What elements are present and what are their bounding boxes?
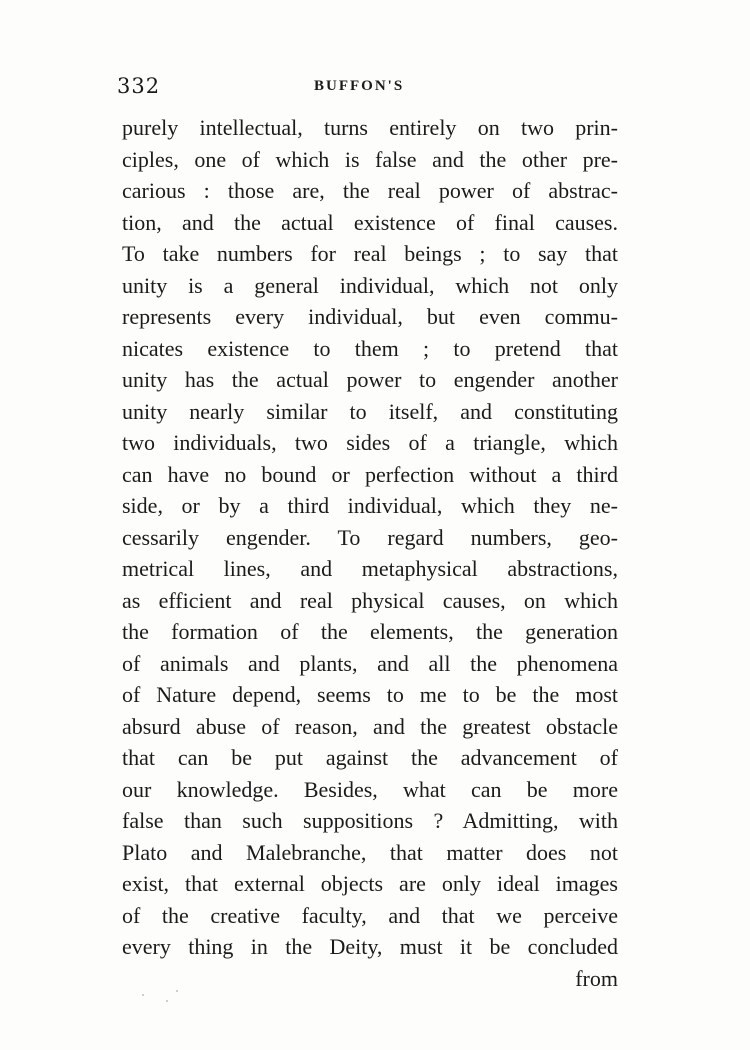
page-number: 332 bbox=[117, 74, 161, 98]
text-line: side, or by a third individual, which they ne- bbox=[122, 493, 618, 518]
text-line: ciples, one of which is false and the other pre- bbox=[122, 146, 618, 172]
speck bbox=[142, 994, 144, 996]
text-line: unity nearly similar to itself, and constituting bbox=[122, 398, 618, 424]
text-line: the formation of the elements, the generation bbox=[122, 619, 618, 644]
text-line: absurd abuse of reason, and the greatest obstacle bbox=[122, 713, 618, 739]
text-line: as efficient and real physical causes, on which bbox=[122, 587, 618, 613]
text-line: unity is a general individual, which not only bbox=[122, 272, 618, 298]
text-line: carious : those are, the real power of abstrac- bbox=[122, 178, 618, 203]
text-line: of animals and plants, and all the phenomena bbox=[122, 650, 618, 676]
text-line: can have no bound or perfection without a third bbox=[122, 461, 618, 487]
text-line: metrical lines, and metaphysical abstractions, bbox=[122, 556, 618, 581]
text-line: Plato and Malebranche, that matter does not bbox=[122, 839, 618, 865]
text-line: unity has the actual power to engender another bbox=[122, 367, 618, 392]
page-header bbox=[117, 74, 617, 104]
text-line: our knowledge. Besides, what can be more bbox=[122, 776, 618, 802]
text-line: nicates existence to them ; to pretend that bbox=[122, 335, 618, 361]
text-line: To take numbers for real beings ; to say that bbox=[122, 241, 618, 266]
text-line: cessarily engender. To regard numbers, geo- bbox=[122, 524, 618, 550]
text-line: every thing in the Deity, must it be concluded bbox=[122, 934, 618, 959]
text-line: of Nature depend, seems to me to be the most bbox=[122, 682, 618, 707]
running-head: BUFFON'S bbox=[314, 78, 405, 94]
text-line: of the creative faculty, and that we perceive bbox=[122, 902, 618, 928]
text-line: tion, and the actual existence of final causes. bbox=[122, 209, 618, 235]
text-line: two individuals, two sides of a triangle, which bbox=[122, 430, 618, 455]
text-line: false than such suppositions ? Admitting, with bbox=[122, 808, 618, 833]
speck bbox=[166, 1000, 168, 1002]
catchword: from bbox=[575, 965, 618, 991]
body-text bbox=[122, 112, 618, 994]
text-line: purely intellectual, turns entirely on two prin- bbox=[122, 115, 618, 140]
text-line: represents every individual, but even commu- bbox=[122, 304, 618, 329]
text-line: that can be put against the advancement of bbox=[122, 745, 618, 770]
text-line: exist, that external objects are only ideal images bbox=[122, 871, 618, 896]
speck bbox=[176, 990, 178, 992]
